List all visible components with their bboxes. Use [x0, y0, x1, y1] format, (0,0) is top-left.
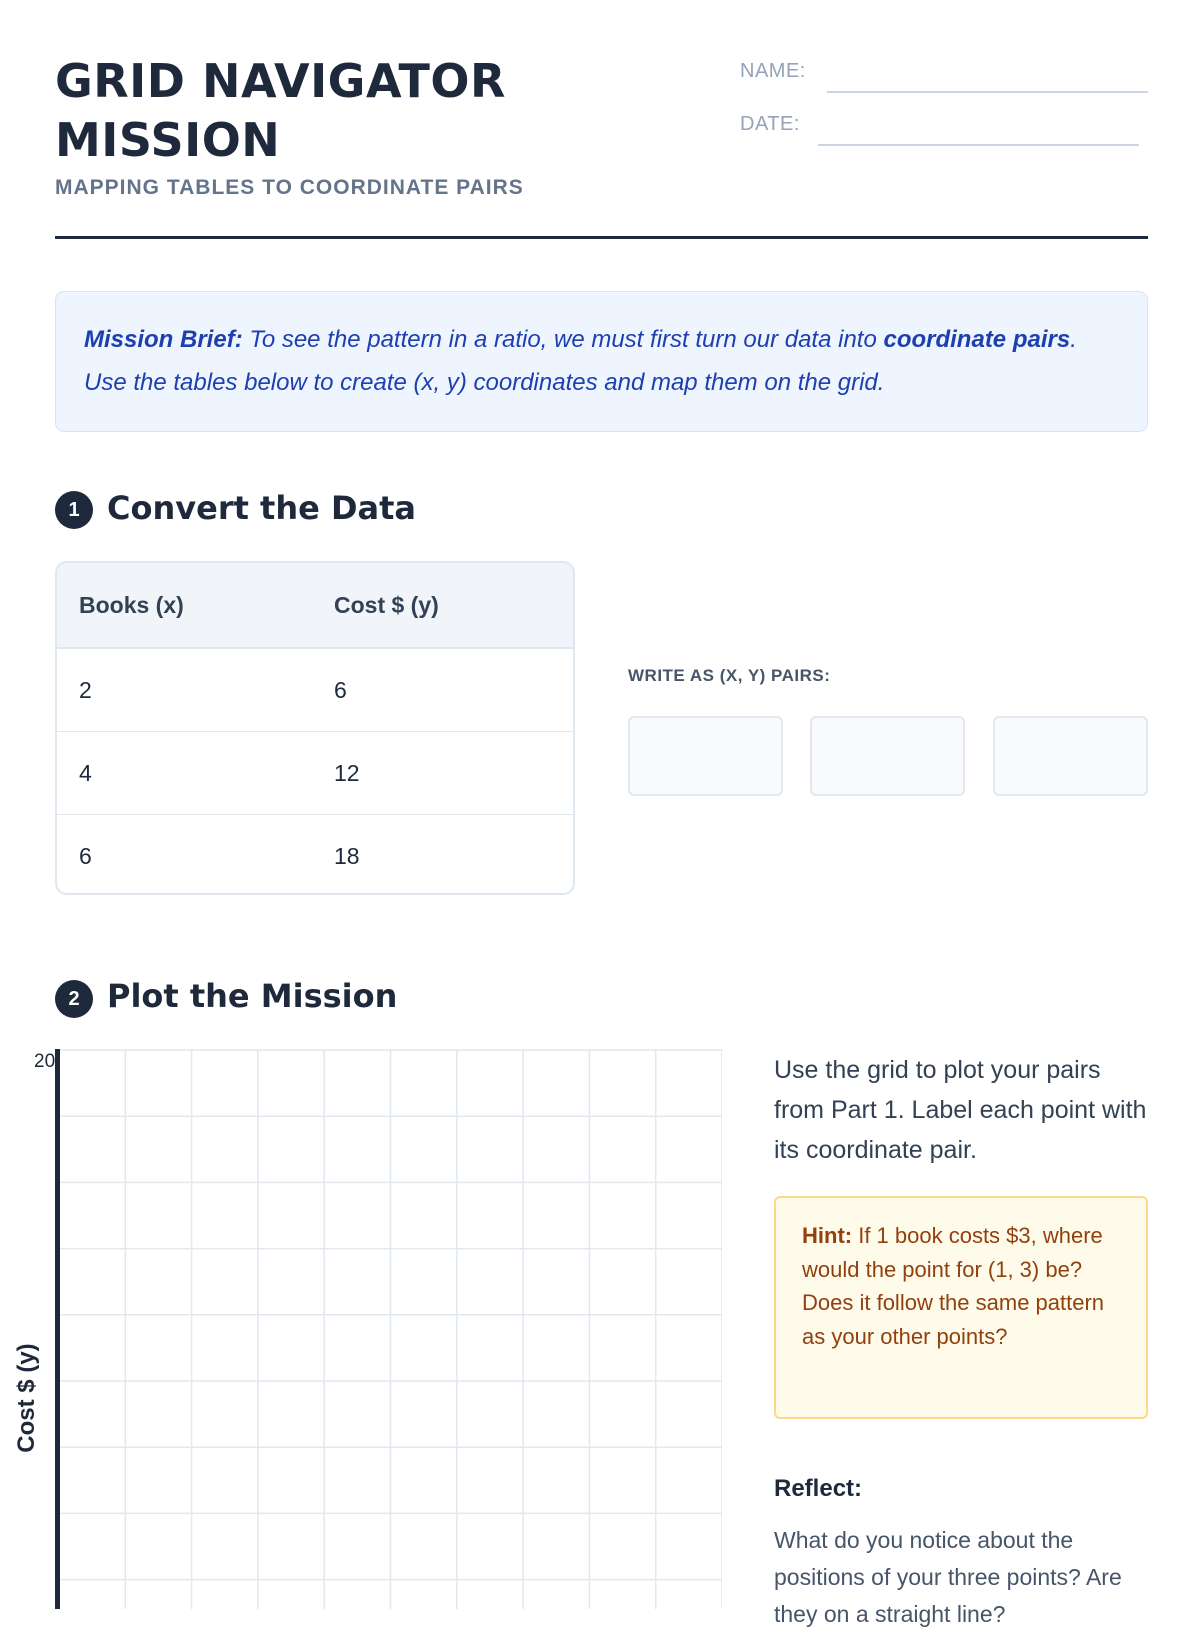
- y-axis-label: Cost $ (y): [13, 1343, 40, 1453]
- brief-bold-term: coordinate pairs: [883, 326, 1071, 353]
- table-cell-x: 2: [79, 676, 92, 703]
- data-table: [55, 561, 575, 895]
- table-cell-x: 4: [79, 759, 92, 786]
- worksheet-title: [55, 52, 506, 170]
- header-divider: [55, 236, 1148, 239]
- worksheet-subtitle: MAPPING TABLES TO COORDINATE PAIRS: [55, 176, 524, 199]
- table-cell-y: 6: [334, 676, 347, 703]
- y-axis-tick-20: 20: [34, 1051, 56, 1072]
- table-cell-y: 12: [334, 759, 360, 786]
- brief-text-1: To see the pattern in a ratio, we must first turn our data into: [242, 326, 884, 353]
- mission-brief: [55, 291, 1148, 432]
- hint-box: [774, 1196, 1148, 1419]
- brief-text-2: . Use the tables below to create (x, y) coordinates and map them on the grid.: [84, 326, 1077, 396]
- hint-text: If 1 book costs $3, where would the point for (1, 3) be? Does it follow the same pattern as your other points?: [802, 1223, 1105, 1349]
- table-row: [57, 732, 573, 815]
- table-cell-y: 18: [334, 842, 360, 869]
- name-field[interactable]: [827, 91, 1148, 93]
- reflect-title: Reflect:: [774, 1475, 863, 1502]
- plot-instructions: Use the grid to plot your pairs from Part 1. Label each point with its coordinate pair.: [774, 1056, 1147, 1164]
- table-header-cost: Cost $ (y): [334, 591, 439, 618]
- title-line-2: MISSION: [55, 113, 281, 167]
- date-label: DATE:: [740, 113, 800, 135]
- pair-answer-box-2[interactable]: [810, 716, 965, 796]
- section-1-number: 1: [55, 491, 93, 529]
- table-header-books: Books (x): [79, 591, 184, 618]
- brief-lead: Mission Brief:: [84, 326, 243, 353]
- table-row: [57, 815, 573, 895]
- name-label: NAME:: [740, 60, 806, 82]
- section-2-number: 2: [55, 980, 93, 1018]
- pair-answer-box-3[interactable]: [993, 716, 1148, 796]
- hint-lead: Hint:: [802, 1223, 853, 1248]
- title-line-1: GRID NAVIGATOR: [55, 54, 506, 108]
- date-field[interactable]: [818, 144, 1139, 146]
- table-header-row: [57, 563, 573, 649]
- table-cell-x: 6: [79, 842, 92, 869]
- section-1-title: Convert the Data: [107, 489, 416, 527]
- table-row: [57, 649, 573, 732]
- pair-answer-box-1[interactable]: [628, 716, 783, 796]
- section-2-title: Plot the Mission: [107, 977, 398, 1015]
- reflect-text: What do you notice about the positions of your three points? Are they on a straight line?: [774, 1527, 1122, 1627]
- pairs-label: WRITE AS (X, Y) PAIRS:: [628, 666, 831, 685]
- plot-grid[interactable]: [55, 1049, 722, 1609]
